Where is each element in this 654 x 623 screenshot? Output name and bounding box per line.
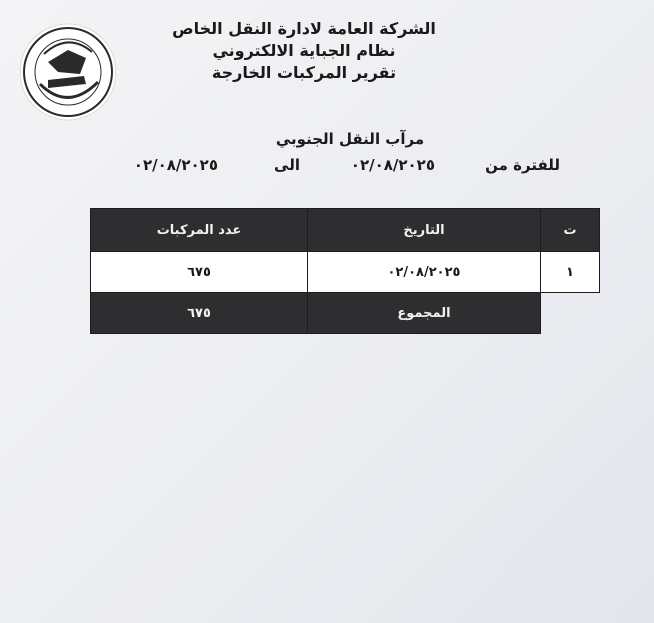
table-total-row — [91, 293, 600, 334]
company-name: الشركة العامة لادارة النقل الخاص — [172, 19, 436, 38]
header-count: عدد المركبات — [91, 209, 308, 252]
total-blank-cell — [541, 293, 600, 334]
table-header-row — [91, 209, 600, 252]
report-header — [154, 18, 454, 84]
header-date: التاريخ — [308, 209, 541, 252]
system-name: نظام الجباية الالكتروني — [212, 41, 396, 60]
logo-seal-icon — [18, 22, 118, 122]
period-to-label: الى — [274, 156, 300, 174]
period-from-label: للفترة من — [485, 156, 560, 174]
period-to-date: ٠٢/٠٨/٢٠٢٥ — [133, 156, 218, 174]
header-index: ت — [541, 209, 600, 252]
row-count: ٦٧٥ — [91, 252, 308, 293]
company-logo — [18, 22, 118, 122]
report-title: تقرير المركبات الخارجة — [211, 63, 397, 82]
total-value: ٦٧٥ — [91, 293, 308, 334]
table-row — [91, 252, 600, 293]
vehicles-table — [90, 208, 600, 334]
period-from-date: ٠٢/٠٨/٢٠٢٥ — [350, 156, 435, 174]
station-name: مرآب النقل الجنوبي — [275, 130, 425, 148]
total-label: المجموع — [308, 293, 541, 334]
row-index: ١ — [541, 252, 600, 293]
period-line — [90, 156, 560, 180]
row-date: ٠٢/٠٨/٢٠٢٥ — [308, 252, 541, 293]
